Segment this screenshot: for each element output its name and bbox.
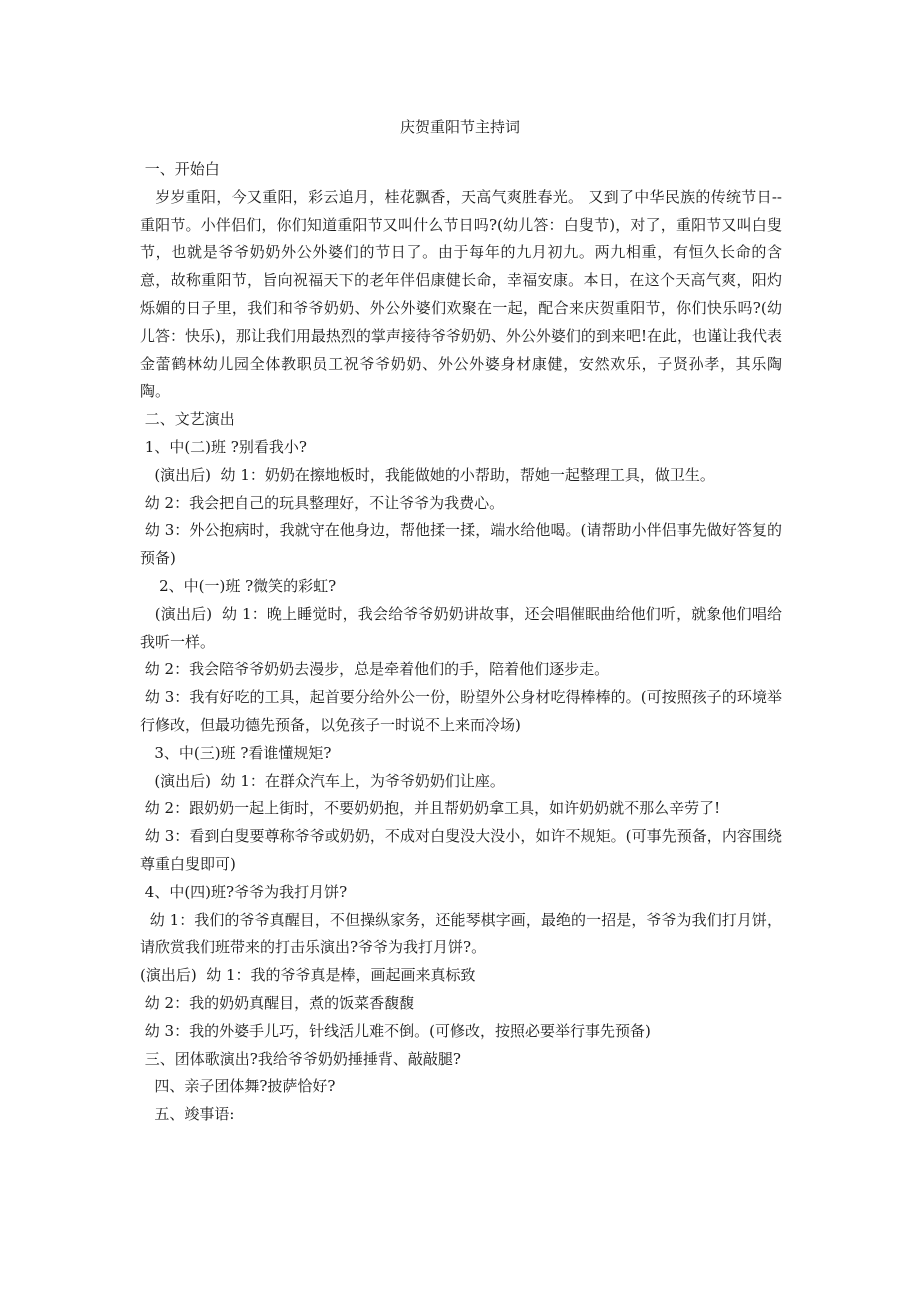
child-line: (演出后) 幼 1：奶奶在擦地板时，我能做她的小帮助，帮她一起整理工具，做卫生。	[140, 465, 715, 484]
child-line: 幼 3：外公抱病时，我就守在他身边，帮他揉一揉，端水给他喝。(请帮助小伴侣事先做好答复的预备)	[140, 521, 782, 568]
heading-parent-child-dance: 四、亲子团体舞?披萨恰好?	[140, 1077, 336, 1096]
child-line: (演出后) 幼 1：我的爷爷真是棒，画起画来真标致	[140, 966, 476, 985]
child-line: (演出后) 幼 1：在群众汽车上，为爷爷奶奶们让座。	[140, 771, 505, 790]
heading-opening: 一、开始白	[140, 160, 220, 178]
heading-group-song: 三、团体歌演出?我给爷爷奶奶捶捶背、敲敲腿?	[140, 1049, 461, 1068]
child-line: 幼 3：我的外婆手儿巧，针线活儿难不倒。(可修改，按照必要举行事先预备)	[140, 1021, 651, 1040]
document-body	[140, 156, 782, 1129]
program-item-2: 2、中(一)班 ?微笑的彩虹?	[140, 576, 337, 595]
child-line: 幼 3：我有好吃的工具，起首要分给外公一份，盼望外公身材吃得棒棒的。(可按照孩子的环境举行修改，但最功德先预备，以免孩子一时说不上来而冷场)	[140, 688, 782, 734]
document-title: 庆贺重阳节主持词	[399, 118, 520, 136]
child-line: 幼 2：我会把自己的玩具整理好，不让爷爷为我费心。	[140, 493, 505, 512]
child-line: 幼 3：看到白叟要尊称爷爷或奶奶，不成对白叟没大没小，如许不规矩。(可事先预备，内容围绕尊重白叟即可)	[140, 827, 782, 873]
opening-paragraph: 岁岁重阳，今又重阳，彩云追月，桂花飘香，天高气爽胜春光。 又到了中华民族的传统节日--重阳节。小伴侣们，你们知道重阳节又叫什么节日吗?(幼儿答：白叟节)，对了，重阳节又叫白叟节，也就是爷爷奶奶外公外婆们的节日了。由于每年的九月初九。两九相重，有恒久长命的含意，故称重阳节，旨向祝福天下的老年伴侣康健长命，幸福安康。本日，在这个天高气爽，阳灼烁媚的日子里，我们和爷爷奶奶、外公外婆们欢聚在一起，配合来庆贺重阳节，你们快乐吗?(幼儿答：快乐)，那让我们用最热烈的掌声接待爷爷奶奶、外公外婆们的到来吧!在此，也谨让我代表金蕾鹤林幼儿园全体教职员工祝爷爷奶奶、外公外婆身材康健，安然欢乐，子贤孙孝，其乐陶陶。	[140, 187, 782, 401]
child-line: 幼 2：我会陪爷爷奶奶去漫步，总是牵着他们的手，陪着他们逐步走。	[140, 660, 610, 679]
heading-closing: 五、竣事语:	[140, 1105, 235, 1124]
child-line: 幼 2：跟奶奶一起上街时，不要奶奶抱，并且帮奶奶拿工具，如许奶奶就不那么辛劳了!	[140, 799, 721, 818]
child-line: 幼 1：我们的爷爷真醒目，不但操纵家务，还能琴棋字画，最绝的一招是，爷爷为我们打月饼，请欣赏我们班带来的打击乐演出?爷爷为我打月饼?。	[140, 910, 782, 957]
program-item-4: 4、中(四)班?爷爷为我打月饼?	[140, 882, 348, 901]
child-line: (演出后) 幼 1：晚上睡觉时，我会给爷爷奶奶讲故事，还会唱催眠曲给他们听，就象他们唱给我听一样。	[140, 604, 782, 651]
program-item-1: 1、中(二)班 ?别看我小?	[140, 437, 307, 456]
heading-performances: 二、文艺演出	[140, 410, 235, 429]
child-line: 幼 2：我的奶奶真醒目，煮的饭菜香馥馥	[140, 993, 415, 1012]
program-item-3: 3、中(三)班 ?看谁懂规矩?	[140, 743, 332, 762]
